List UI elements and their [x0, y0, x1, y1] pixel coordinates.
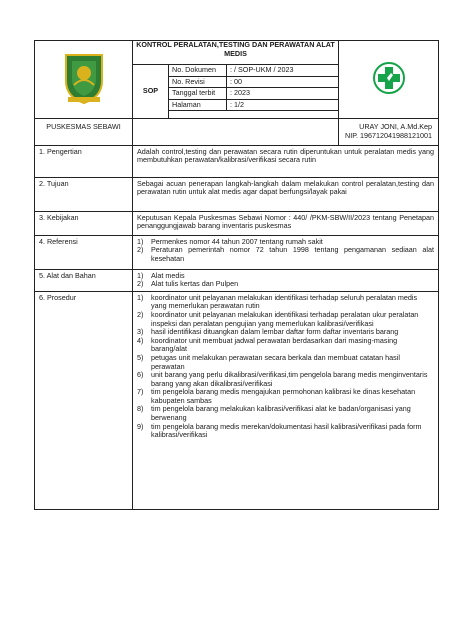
list-item: 5) petugas unit melakukan perawatan secara berkala dan membuat catatan hasil perawatan [137, 352, 400, 371]
signer-nip: NIP. 196712041988121001 [345, 130, 432, 140]
alat-list [137, 272, 434, 289]
section-text-pengertian: Adalah control,testing dan perawatan secara rutin diperuntukan untuk peralatan medis yang membutuhkan perawatan/kalibrasi/verifikasi secara rutin [133, 145, 439, 177]
document-title: KONTROL PERALATAN,TESTING DAN PERAWATAN ALAT MEDIS [133, 41, 339, 65]
meta-key-page: Halaman [169, 99, 227, 111]
sop-table [34, 40, 439, 510]
section-label-pengertian: 1. Pengertian [35, 145, 133, 177]
health-cross-icon [372, 61, 406, 95]
list-item: 1) Permenkes nomor 44 tahun 2007 tentang rumah sakit [137, 236, 323, 246]
meta-value-revision: : 00 [227, 76, 339, 88]
meta-key-revision: No. Revisi [169, 76, 227, 88]
organization-name: PUSKESMAS SEBAWI [35, 119, 133, 145]
section-label-kebijakan: 3. Kebijakan [35, 211, 133, 235]
list-item: 2) Alat tulis kertas dan Pulpen [137, 279, 239, 289]
sop-label: SOP [133, 65, 169, 119]
section-body-prosedur [133, 291, 439, 509]
referensi-list [137, 238, 434, 264]
meta-value-doc-number: : / SOP-UKM / 2023 [227, 65, 339, 77]
meta-blank-cell [169, 111, 339, 119]
health-logo-cell [339, 41, 439, 119]
section-label-referensi: 4. Referensi [35, 235, 133, 269]
list-item: 4) koordinator unit membuat jadwal perawatan berdasarkan dari masing-masing barang/alat [137, 335, 398, 354]
regency-emblem-icon [62, 51, 106, 105]
signer-block [339, 119, 439, 145]
list-item: 2) Peraturan pemerintah nomor 72 tahun 1998 tentang pengamanan sediaan alat kesehatan [137, 245, 434, 263]
list-item: 1) koordinator unit pelayanan melakukan identifikasi terhadap seluruh peralatan medis yang memerlukan perawatan rutin [137, 292, 418, 311]
list-item: 6) unit barang yang perlu dikalibrasi/verifikasi,tim pengelola barang medis menginventaris barang yang akan dikalibrasi/verifikasi [137, 370, 428, 388]
section-label-tujuan: 2. Tujuan [35, 177, 133, 211]
org-blank-cell [133, 119, 339, 145]
section-body-alat [133, 269, 439, 291]
list-item: 1) Alat medis [137, 270, 185, 280]
section-text-kebijakan: Keputusan Kepala Puskesmas Sebawi Nomor : 440/ /PKM-SBW/II/2023 tentang Penetapan penanggungjawab barang inventaris puskesmas [133, 211, 439, 235]
list-item: 9) tim pengelola barang medis merekan/dokumentasi hasil kalibrasi/verifikasi pada form kalibrasi/verifikasi [137, 421, 422, 440]
meta-key-doc-number: No. Dokumen [169, 65, 227, 77]
section-text-tujuan: Sebagai acuan penerapan langkah-langkah dalam melakukan control peralatan,testing dan perawatan rutin untuk alat medis agar dapat berfungsi/layak pakai [133, 177, 439, 211]
list-item: 2) koordinator unit pelayanan melakukan identifikasi terhadap peralatan ukur peralatan inspeksi dan peralatan pengujian yang memerlukan kalibrasi/verifikasi [137, 309, 419, 328]
section-body-referensi [133, 235, 439, 269]
list-item: 7) tim pengelola barang medis mengajukan permohonan kalibrasi ke dinas kesehatan kabupaten sambas [137, 387, 416, 405]
regency-logo-cell [35, 41, 133, 119]
meta-key-issue-date: Tanggal terbit [169, 88, 227, 100]
meta-value-issue-date: : 2023 [227, 88, 339, 100]
prosedur-list [137, 294, 434, 440]
signer-name: URAY JONI, A.Md.Kep [359, 122, 432, 132]
section-label-alat: 5. Alat dan Bahan [35, 269, 133, 291]
meta-value-page: : 1/2 [227, 99, 339, 111]
section-label-prosedur: 6. Prosedur [35, 291, 133, 509]
list-item: 8) tim pengelola barang melakukan kalibrasi/verifikasi alat ke badan/organisasi yang berwenang [137, 404, 411, 423]
list-item: 3) hasil identifikasi dituangkan dalam lembar daftar form daftar inventaris barang [137, 327, 399, 337]
